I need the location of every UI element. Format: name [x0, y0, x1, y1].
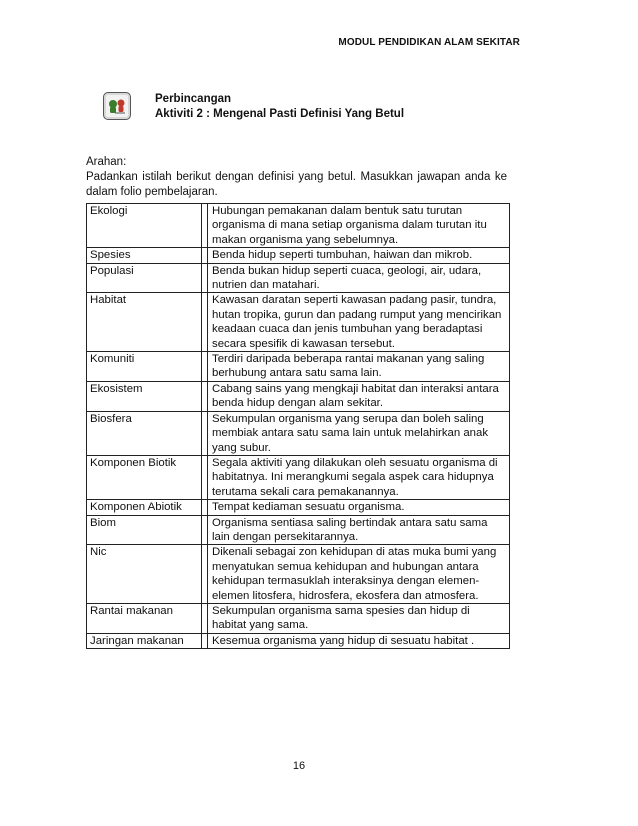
- instructions-body: Padankan istilah berikut dengan definisi yang betul. Masukkan jawapan anda ke dalam folio pembelajaran.: [86, 171, 507, 198]
- activity-type: Perbincangan: [155, 93, 232, 105]
- term-cell: Komponen Biotik: [87, 455, 202, 499]
- term-cell: Populasi: [87, 263, 202, 293]
- discussion-icon: [103, 92, 131, 120]
- activity-heading: [155, 92, 404, 122]
- term-cell: Nic: [87, 545, 202, 604]
- table-row: [87, 545, 510, 604]
- definition-cell: Dikenali sebagai zon kehidupan di atas muka bumi yang menyatukan semua kehidupan and hubungan antara kehidupan termasuklah interaksinya dengan elemen-elemen litosfera, hidrosfera, ekosfera dan atmosfera.: [208, 545, 510, 604]
- terms-table: [86, 203, 510, 649]
- table-row: [87, 455, 510, 499]
- definition-cell: Benda bukan hidup seperti cuaca, geologi, air, udara, nutrien dan matahari.: [208, 263, 510, 293]
- term-cell: Ekologi: [87, 204, 202, 248]
- module-header: MODUL PENDIDIKAN ALAM SEKITAR: [338, 37, 520, 48]
- term-cell: Habitat: [87, 293, 202, 352]
- definition-cell: Hubungan pemakanan dalam bentuk satu turutan organisma di mana setiap organisma dalam turutan itu makan organisma yang sebelumnya.: [208, 204, 510, 248]
- definition-cell: Organisma sentiasa saling bertindak antara satu sama lain dengan persekitarannya.: [208, 515, 510, 545]
- page-number: 16: [292, 760, 306, 772]
- term-cell: Jaringan makanan: [87, 633, 202, 648]
- instructions-label: Arahan:: [86, 156, 127, 168]
- definition-cell: Terdiri daripada beberapa rantai makanan yang saling berhubung antara satu sama lain.: [208, 352, 510, 382]
- definition-cell: Segala aktiviti yang dilakukan oleh sesuatu organisma di habitatnya. Ini merangkumi segala aspek cara hidupnya terutama sekali cara pemakanannya.: [208, 455, 510, 499]
- table-row: [87, 603, 510, 633]
- term-cell: Ekosistem: [87, 381, 202, 411]
- term-cell: Spesies: [87, 248, 202, 263]
- definition-cell: Sekumpulan organisma yang serupa dan boleh saling membiak antara satu sama lain untuk melahirkan anak yang subur.: [208, 411, 510, 455]
- table-row: [87, 204, 510, 248]
- term-cell: Biom: [87, 515, 202, 545]
- definition-cell: Kawasan daratan seperti kawasan padang pasir, tundra, hutan tropika, gurun dan padang rumput yang mencirikan keadaan cuaca dan jenis tumbuhan yang beradaptasi secara spesifik di kawasan tersebut.: [208, 293, 510, 352]
- table-row: [87, 248, 510, 263]
- definition-cell: Kesemua organisma yang hidup di sesuatu habitat .: [208, 633, 510, 648]
- table-row: [87, 263, 510, 293]
- definition-cell: Tempat kediaman sesuatu organisma.: [208, 500, 510, 515]
- definition-cell: Benda hidup seperti tumbuhan, haiwan dan mikrob.: [208, 248, 510, 263]
- table-row: [87, 381, 510, 411]
- definition-cell: Cabang sains yang mengkaji habitat dan interaksi antara benda hidup dengan alam sekitar.: [208, 381, 510, 411]
- activity-title: Aktiviti 2 : Mengenal Pasti Definisi Yang Betul: [155, 108, 405, 120]
- table-row: [87, 515, 510, 545]
- table-row: [87, 633, 510, 648]
- table-row: [87, 411, 510, 455]
- table-row: [87, 500, 510, 515]
- definition-cell: Sekumpulan organisma sama spesies dan hidup di habitat yang sama.: [208, 603, 510, 633]
- term-cell: Biosfera: [87, 411, 202, 455]
- term-cell: Komuniti: [87, 352, 202, 382]
- table-row: [87, 293, 510, 352]
- term-cell: Komponen Abiotik: [87, 500, 202, 515]
- table-row: [87, 352, 510, 382]
- term-cell: Rantai makanan: [87, 603, 202, 633]
- instructions: [86, 155, 507, 200]
